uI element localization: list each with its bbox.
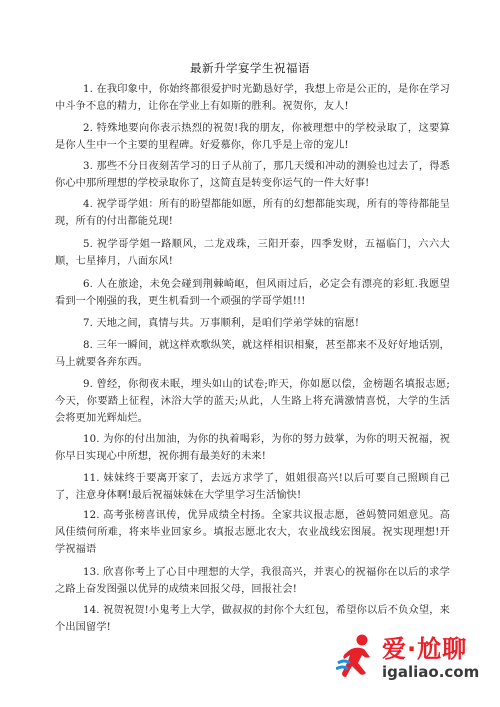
- paragraph-8: 8. 三年一瞬间，就这样欢歌纵笑，就这样相识相聚，甚至都来不及好好地话别，马上就要各奔东西。: [55, 340, 450, 368]
- paragraph-1: 1. 在我印象中，你始终都很爱护时光勤恳好学，我想上帝是公正的，是你在学习中斗争不息的精力，让你在学业上有如斯的胜利。祝贺你，友人!: [55, 84, 450, 112]
- watermark-name: 爱·尬聊: [382, 635, 468, 663]
- paragraph-11: 11. 妹妹终于要离开家了，去远方求学了，姐姐很高兴!以后可要自己照顾自己了，注意身体啊!最后祝福妹妹在大学里学习生活愉快!: [55, 473, 450, 501]
- paragraph-6: 6. 人在旅途，未免会碰到荆棘崎岖，但风雨过后，必定会有漂亮的彩虹.我愿望看到一个刚强的我，更生机看到一个顽强的学哥学姐!!!: [55, 279, 450, 307]
- document-title: 最新升学宴学生祝福语: [190, 61, 310, 75]
- paragraph-7: 7. 天地之间，真情与共。万事顺利，是咱们学弟学妹的宿愿!: [83, 318, 360, 329]
- paragraph-2: 2. 特殊地要向你表示热烈的祝贺!我的朋友，你被理想中的学校录取了，这要算是你人生中一个主要的里程碑。好爱慕你，你几乎是上帝的宠儿!: [55, 123, 450, 151]
- paragraph-12: 12. 高考张榜喜讯传，优异成绩全村扬。全家共议报志愿，爸妈赞同姐意见。高风佳绩何所难，将来毕业回家乡。填报志愿北农大，农业战线宏图展。祝实现理想!开学祝福语: [55, 510, 450, 555]
- paragraph-10: 10. 为你的付出加油，为你的执着喝彩，为你的努力鼓掌，为你的明天祝福，祝你早日实现心中所想，祝你拥有最美好的未来!: [55, 434, 450, 462]
- paragraph-3: 3. 那些不分日夜刻苦学习的日子从前了，那几天缓和冲动的测验也过去了，得悉你心中那所理想的学校录取你了，这简直是转变你运气的一件大好事!: [55, 161, 450, 189]
- paragraph-13: 13. 欣喜你考上了心目中理想的大学，我很高兴，并衷心的祝福你在以后的求学之路上奋发图强以优异的成绩来回报父母，回报社会!: [55, 567, 450, 595]
- paragraph-14: 14. 祝贺祝贺!小鬼考上大学，做叔叔的封你个大红包，希望你以后不负众望，来个出国留学!: [55, 605, 450, 633]
- watermark-url: igaliao.com: [382, 663, 480, 681]
- paragraph-4: 4. 祝学哥学姐：所有的盼望都能如愿，所有的幻想都能实现，所有的等待都能呈现，所有的付出都能兑现!: [55, 199, 450, 227]
- paragraph-5: 5. 祝学哥学姐一路顺风，二龙戏珠，三阳开泰，四季发财，五福临门，六六大顺，七星捧月，八面东风!: [55, 239, 450, 267]
- site-watermark-logo: [336, 629, 486, 691]
- paragraph-9: 9. 曾经，你彻夜未眠，埋头如山的试卷;昨天，你如愿以偿，金榜题名填报志愿;今天，你要踏上征程，沐浴大学的蓝天;从此，人生路上将充满激情喜悦，大学的生活会将更加光辉灿烂。: [55, 379, 450, 424]
- running-person-icon: [336, 633, 378, 681]
